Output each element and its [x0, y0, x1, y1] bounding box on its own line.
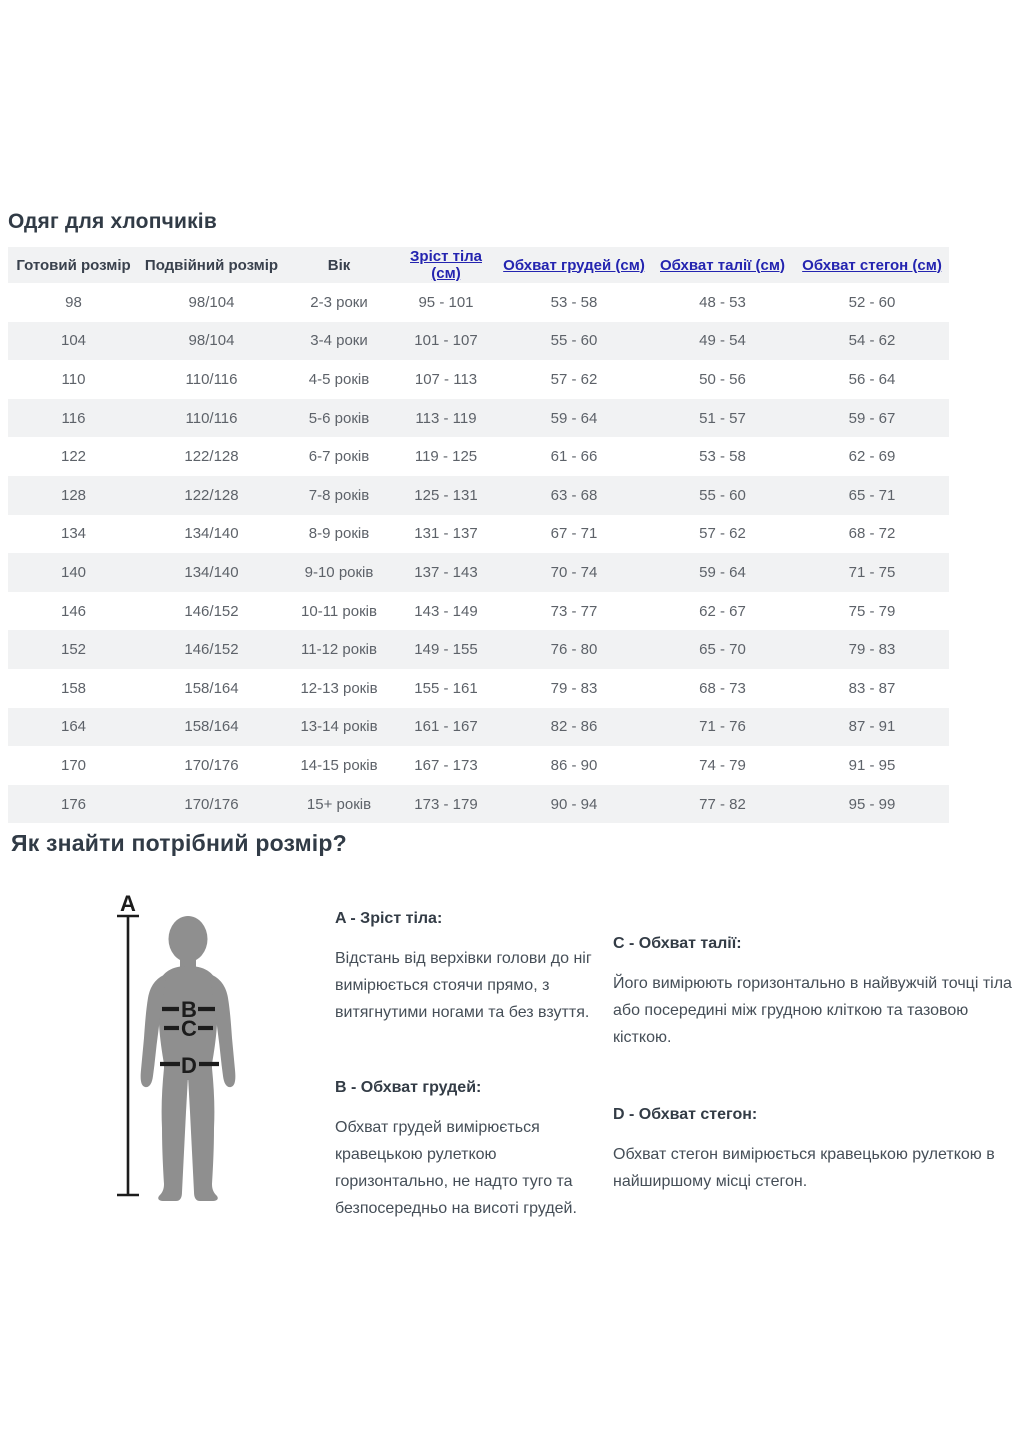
table-cell: 86 - 90	[550, 756, 598, 774]
section-hips-heading: D - Обхват стегон:	[613, 1106, 758, 1123]
table-cell: 79 - 83	[550, 679, 598, 697]
table-cell: 65 - 71	[848, 486, 896, 504]
howto-title: Як знайти потрібний розмір?	[11, 830, 347, 856]
table-cell: 9-10 років	[304, 563, 374, 581]
table-cell: 110/116	[185, 370, 238, 388]
table-cell: 122/128	[184, 486, 239, 504]
table-cell: 2-3 роки	[310, 293, 368, 311]
table-cell: 62 - 69	[848, 448, 896, 466]
section-body-height	[335, 910, 593, 1026]
column-header-chest	[498, 247, 650, 283]
section-waist	[613, 935, 1013, 1051]
table-cell: 4-5 років	[308, 370, 370, 388]
table-cell: 122/128	[184, 448, 239, 466]
label-d: D	[181, 1053, 197, 1078]
table-cell: 170	[60, 756, 87, 774]
column-header-double-size	[139, 247, 284, 283]
table-cell: 146/152	[184, 641, 239, 659]
table-cell: 90 - 94	[550, 795, 598, 813]
label-c: C	[181, 1016, 197, 1041]
table-cell: 113 - 119	[415, 409, 477, 427]
howto-column-left	[335, 890, 593, 1222]
table-cell: 3-4 роки	[310, 332, 368, 350]
column-header-label: Подвійний розмір	[144, 256, 279, 274]
table-cell: 70 - 74	[550, 563, 598, 581]
table-row	[8, 708, 949, 747]
howto-section	[100, 890, 1013, 1222]
table-cell: 98/104	[188, 293, 235, 311]
size-table-body	[8, 283, 949, 823]
section-body-height-heading: A - Зріст тіла:	[335, 910, 443, 927]
table-cell: 170/176	[184, 795, 239, 813]
table-cell: 140	[60, 563, 87, 581]
table-cell: 137 - 143	[414, 563, 478, 581]
column-header-body-height	[394, 247, 498, 283]
table-cell: 76 - 80	[550, 641, 598, 659]
table-cell: 49 - 54	[699, 332, 746, 350]
table-cell: 6-7 років	[308, 448, 370, 466]
table-cell: 104	[60, 332, 87, 350]
table-cell: 59 - 64	[550, 409, 598, 427]
section-body-height-text: Відстань від верхівки голови до ніг вимірюється стоячи прямо, з витягнутими ногами та без взуття.	[335, 950, 592, 1021]
table-cell: 134/140	[184, 563, 239, 581]
column-header-link-hips[interactable]: Обхват стегон (см)	[802, 256, 942, 274]
child-silhouette-diagram	[100, 892, 330, 1222]
column-header-link-body-height[interactable]: Зріст тіла (см)	[410, 248, 482, 282]
table-cell: 146/152	[184, 602, 239, 620]
table-row	[8, 437, 949, 476]
table-cell: 75 - 79	[848, 602, 896, 620]
table-cell: 134	[60, 525, 87, 543]
table-cell: 13-14 років	[300, 718, 378, 736]
table-row	[8, 360, 949, 399]
table-cell: 91 - 95	[848, 756, 896, 774]
column-header-ready-size	[8, 247, 139, 283]
table-row	[8, 515, 949, 554]
height-measure-line	[117, 916, 139, 1195]
table-cell: 82 - 86	[550, 718, 598, 736]
table-cell: 164	[60, 718, 87, 736]
table-cell: 122	[60, 448, 87, 466]
table-cell: 110/116	[185, 409, 238, 427]
table-cell: 158/164	[184, 718, 239, 736]
table-cell: 155 - 161	[414, 679, 478, 697]
table-cell: 57 - 62	[550, 370, 598, 388]
table-cell: 149 - 155	[414, 641, 478, 659]
table-row	[8, 592, 949, 631]
table-cell: 48 - 53	[699, 293, 746, 311]
section-waist-text: Його вимірюють горизонтально в найвужчій точці тіла або посередині між грудною кліткою та тазовою кісткою.	[613, 975, 1012, 1046]
table-cell: 158/164	[184, 679, 239, 697]
table-cell: 57 - 62	[699, 525, 746, 543]
table-cell: 173 - 179	[414, 795, 478, 813]
table-cell: 176	[60, 795, 87, 813]
table-cell: 98	[65, 293, 82, 311]
table-row	[8, 283, 949, 322]
table-row	[8, 630, 949, 669]
table-cell: 56 - 64	[848, 370, 896, 388]
table-cell: 128	[60, 486, 87, 504]
table-cell: 101 - 107	[414, 332, 478, 350]
table-cell: 146	[60, 602, 87, 620]
table-cell: 53 - 58	[550, 293, 598, 311]
table-cell: 71 - 76	[699, 718, 746, 736]
column-header-label: Вік	[327, 256, 351, 274]
measurement-figure	[100, 890, 335, 1222]
table-cell: 116	[61, 409, 86, 427]
table-cell: 10-11 років	[301, 602, 377, 620]
table-cell: 77 - 82	[699, 795, 746, 813]
table-cell: 143 - 149	[414, 602, 478, 620]
table-row	[8, 476, 949, 515]
table-cell: 73 - 77	[550, 602, 598, 620]
table-row	[8, 399, 949, 438]
table-cell: 50 - 56	[699, 370, 746, 388]
table-cell: 62 - 67	[699, 602, 746, 620]
table-cell: 87 - 91	[848, 718, 896, 736]
howto-column-right	[613, 890, 1013, 1195]
table-cell: 63 - 68	[550, 486, 598, 504]
table-row	[8, 746, 949, 785]
section-hips-text: Обхват стегон вимірюється кравецькою рулеткою в найширшому місці стегон.	[613, 1146, 995, 1190]
column-header-label: Готовий розмір	[16, 256, 131, 274]
table-cell: 59 - 64	[699, 563, 746, 581]
table-cell: 11-12 років	[301, 641, 377, 659]
table-cell: 152	[60, 641, 87, 659]
page-title: Одяг для хлопчиків	[8, 210, 217, 233]
table-cell: 65 - 70	[699, 641, 746, 659]
table-cell: 68 - 73	[699, 679, 746, 697]
table-row	[8, 553, 949, 592]
column-header-link-chest[interactable]: Обхват грудей (см)	[503, 256, 645, 274]
size-table-container	[8, 247, 949, 823]
table-cell: 71 - 75	[848, 563, 896, 581]
table-cell: 14-15 років	[300, 756, 378, 774]
section-chest	[335, 1079, 593, 1222]
table-cell: 170/176	[184, 756, 239, 774]
table-cell: 15+ років	[306, 795, 372, 813]
table-cell: 79 - 83	[848, 641, 896, 659]
label-b: B	[181, 997, 197, 1022]
table-cell: 51 - 57	[699, 409, 746, 427]
table-cell: 161 - 167	[414, 718, 478, 736]
size-table-header	[8, 247, 949, 283]
size-table	[8, 247, 949, 823]
table-cell: 55 - 60	[699, 486, 746, 504]
table-cell: 74 - 79	[699, 756, 746, 774]
section-chest-heading: B - Обхват грудей:	[335, 1079, 482, 1096]
table-cell: 125 - 131	[414, 486, 478, 504]
table-cell: 7-8 років	[308, 486, 370, 504]
table-cell: 8-9 років	[308, 525, 370, 543]
table-cell: 83 - 87	[848, 679, 896, 697]
table-cell: 68 - 72	[848, 525, 896, 543]
table-cell: 131 - 137	[414, 525, 478, 543]
table-cell: 119 - 125	[414, 448, 478, 466]
table-cell: 95 - 101	[418, 293, 474, 311]
section-waist-heading: C - Обхват талії:	[613, 935, 742, 952]
table-cell: 110	[61, 370, 86, 388]
column-header-waist	[650, 247, 795, 283]
table-cell: 167 - 173	[414, 756, 478, 774]
table-cell: 55 - 60	[550, 332, 598, 350]
table-cell: 5-6 років	[308, 409, 370, 427]
table-cell: 95 - 99	[848, 795, 896, 813]
column-header-link-waist[interactable]: Обхват талії (см)	[660, 256, 785, 274]
table-cell: 158	[60, 679, 87, 697]
section-hips	[613, 1106, 1013, 1195]
table-cell: 12-13 років	[300, 679, 378, 697]
table-cell: 67 - 71	[550, 525, 598, 543]
table-cell: 107 - 113	[414, 370, 478, 388]
table-cell: 98/104	[188, 332, 235, 350]
table-cell: 59 - 67	[848, 409, 896, 427]
table-row	[8, 669, 949, 708]
table-cell: 52 - 60	[848, 293, 896, 311]
column-header-hips	[795, 247, 949, 283]
table-row	[8, 785, 949, 824]
table-cell: 61 - 66	[550, 448, 598, 466]
table-cell: 54 - 62	[848, 332, 896, 350]
label-a: A	[120, 892, 136, 916]
column-header-age	[284, 247, 394, 283]
table-row	[8, 322, 949, 361]
table-cell: 53 - 58	[699, 448, 746, 466]
table-cell: 134/140	[184, 525, 239, 543]
section-chest-text: Обхват грудей вимірюється кравецькою рулеткою горизонтально, не надто туго та безпосередньо на висоті грудей.	[335, 1119, 577, 1217]
